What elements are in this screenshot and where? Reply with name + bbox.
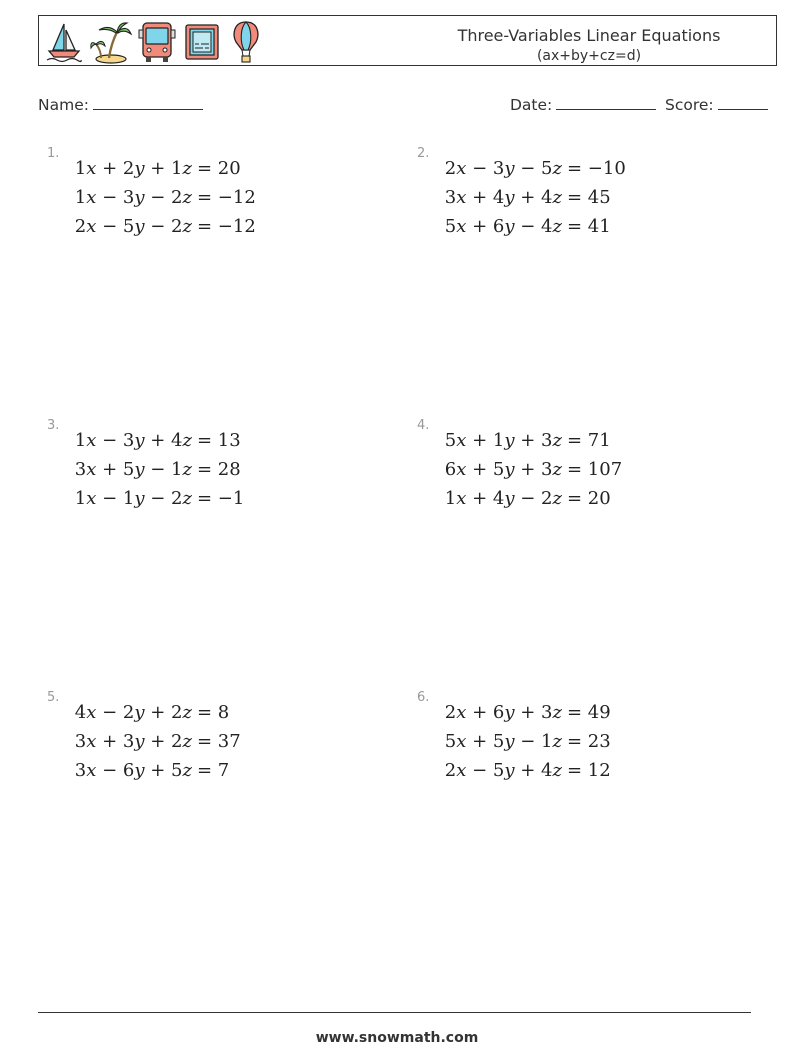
- equation-lhs: 1x − 3y − 2z: [74, 187, 192, 208]
- equation-rhs: = 8: [197, 702, 230, 723]
- date-label: Date:: [510, 96, 553, 114]
- bus-icon: [137, 20, 177, 64]
- problem-number: 1.: [47, 146, 60, 161]
- problem-number: 4.: [417, 418, 430, 433]
- equation: [67, 727, 241, 756]
- equation-system: [437, 154, 626, 241]
- equation-rhs: = −10: [567, 158, 626, 179]
- equation: [67, 455, 244, 484]
- equation-rhs: = 71: [567, 430, 611, 451]
- equation-rhs: = 13: [197, 430, 241, 451]
- footer-url: www.snowmath.com: [315, 1030, 479, 1046]
- equation: [437, 698, 611, 727]
- worksheet-subtitle: (ax+by+cz=d): [536, 48, 642, 64]
- equation-rhs: = 28: [197, 459, 241, 480]
- problem-number: 3.: [47, 418, 60, 433]
- worksheet-header: [38, 15, 777, 66]
- sailboat-icon: [45, 20, 83, 64]
- problem-number: 5.: [47, 690, 60, 705]
- equation-system: [67, 426, 244, 513]
- problem-3: [47, 418, 377, 518]
- problem-4: [417, 418, 747, 518]
- equation-rhs: = 23: [567, 731, 611, 752]
- equation-system: [437, 698, 611, 785]
- equation-lhs: 1x − 3y + 4z: [74, 430, 192, 451]
- equation-lhs: 1x + 4y − 2z: [444, 488, 562, 509]
- equation-rhs: = −12: [197, 216, 256, 237]
- score-field: [665, 93, 768, 114]
- equation-rhs: = 12: [567, 760, 611, 781]
- equation-system: [67, 154, 256, 241]
- equation: [67, 183, 256, 212]
- equation-lhs: 3x + 5y − 1z: [74, 459, 192, 480]
- equation-lhs: 5x + 1y + 3z: [444, 430, 562, 451]
- equation: [437, 212, 626, 241]
- equation-lhs: 2x − 5y + 4z: [444, 760, 562, 781]
- footer-divider: [38, 1012, 751, 1013]
- equation: [437, 727, 611, 756]
- equation: [67, 756, 241, 785]
- equation-lhs: 6x + 5y + 3z: [444, 459, 562, 480]
- equation-rhs: = 20: [567, 488, 611, 509]
- equation: [437, 756, 611, 785]
- equation-lhs: 5x + 5y − 1z: [444, 731, 562, 752]
- equation-system: [437, 426, 622, 513]
- date-blank[interactable]: [556, 93, 656, 110]
- equation-rhs: = 49: [567, 702, 611, 723]
- equation-lhs: 2x − 3y − 5z: [444, 158, 562, 179]
- name-label: Name:: [38, 96, 89, 114]
- equation-lhs: 4x − 2y + 2z: [74, 702, 192, 723]
- equation-lhs: 1x − 1y − 2z: [74, 488, 192, 509]
- equation-rhs: = 107: [567, 459, 623, 480]
- equation-rhs: = 45: [567, 187, 611, 208]
- equation: [67, 698, 241, 727]
- equation: [437, 183, 626, 212]
- equation-rhs: = 41: [567, 216, 611, 237]
- equation: [437, 484, 622, 513]
- problem-1: [47, 146, 377, 246]
- problem-6: [417, 690, 747, 790]
- name-field: [38, 93, 203, 114]
- equation-lhs: 3x + 4y + 4z: [444, 187, 562, 208]
- equation-lhs: 5x + 6y − 4z: [444, 216, 562, 237]
- problem-5: [47, 690, 377, 790]
- palm-island-icon: [89, 20, 133, 64]
- hot-air-balloon-icon: [229, 20, 263, 64]
- score-label: Score:: [665, 96, 714, 114]
- equation-rhs: = 20: [197, 158, 241, 179]
- equation: [67, 484, 244, 513]
- problem-number: 6.: [417, 690, 430, 705]
- name-blank[interactable]: [93, 93, 203, 110]
- equation-rhs: = −12: [197, 187, 256, 208]
- equation: [437, 455, 622, 484]
- equation-rhs: = 7: [197, 760, 230, 781]
- equation: [437, 426, 622, 455]
- date-field: [510, 93, 656, 114]
- equation: [437, 154, 626, 183]
- equation-lhs: 3x + 3y + 2z: [74, 731, 192, 752]
- equation: [67, 426, 244, 455]
- equation: [67, 212, 256, 241]
- equation: [67, 154, 256, 183]
- equation-lhs: 1x + 2y + 1z: [74, 158, 192, 179]
- equation-lhs: 2x + 6y + 3z: [444, 702, 562, 723]
- equation-system: [67, 698, 241, 785]
- equation-rhs: = 37: [197, 731, 241, 752]
- equation-lhs: 2x − 5y − 2z: [74, 216, 192, 237]
- problem-number: 2.: [417, 146, 430, 161]
- worksheet-title: Three-Variables Linear Equations: [457, 26, 721, 45]
- equation-rhs: = −1: [197, 488, 245, 509]
- problem-2: [417, 146, 747, 246]
- picture-frame-icon: [183, 20, 223, 64]
- score-blank[interactable]: [718, 93, 768, 110]
- equation-lhs: 3x − 6y + 5z: [74, 760, 192, 781]
